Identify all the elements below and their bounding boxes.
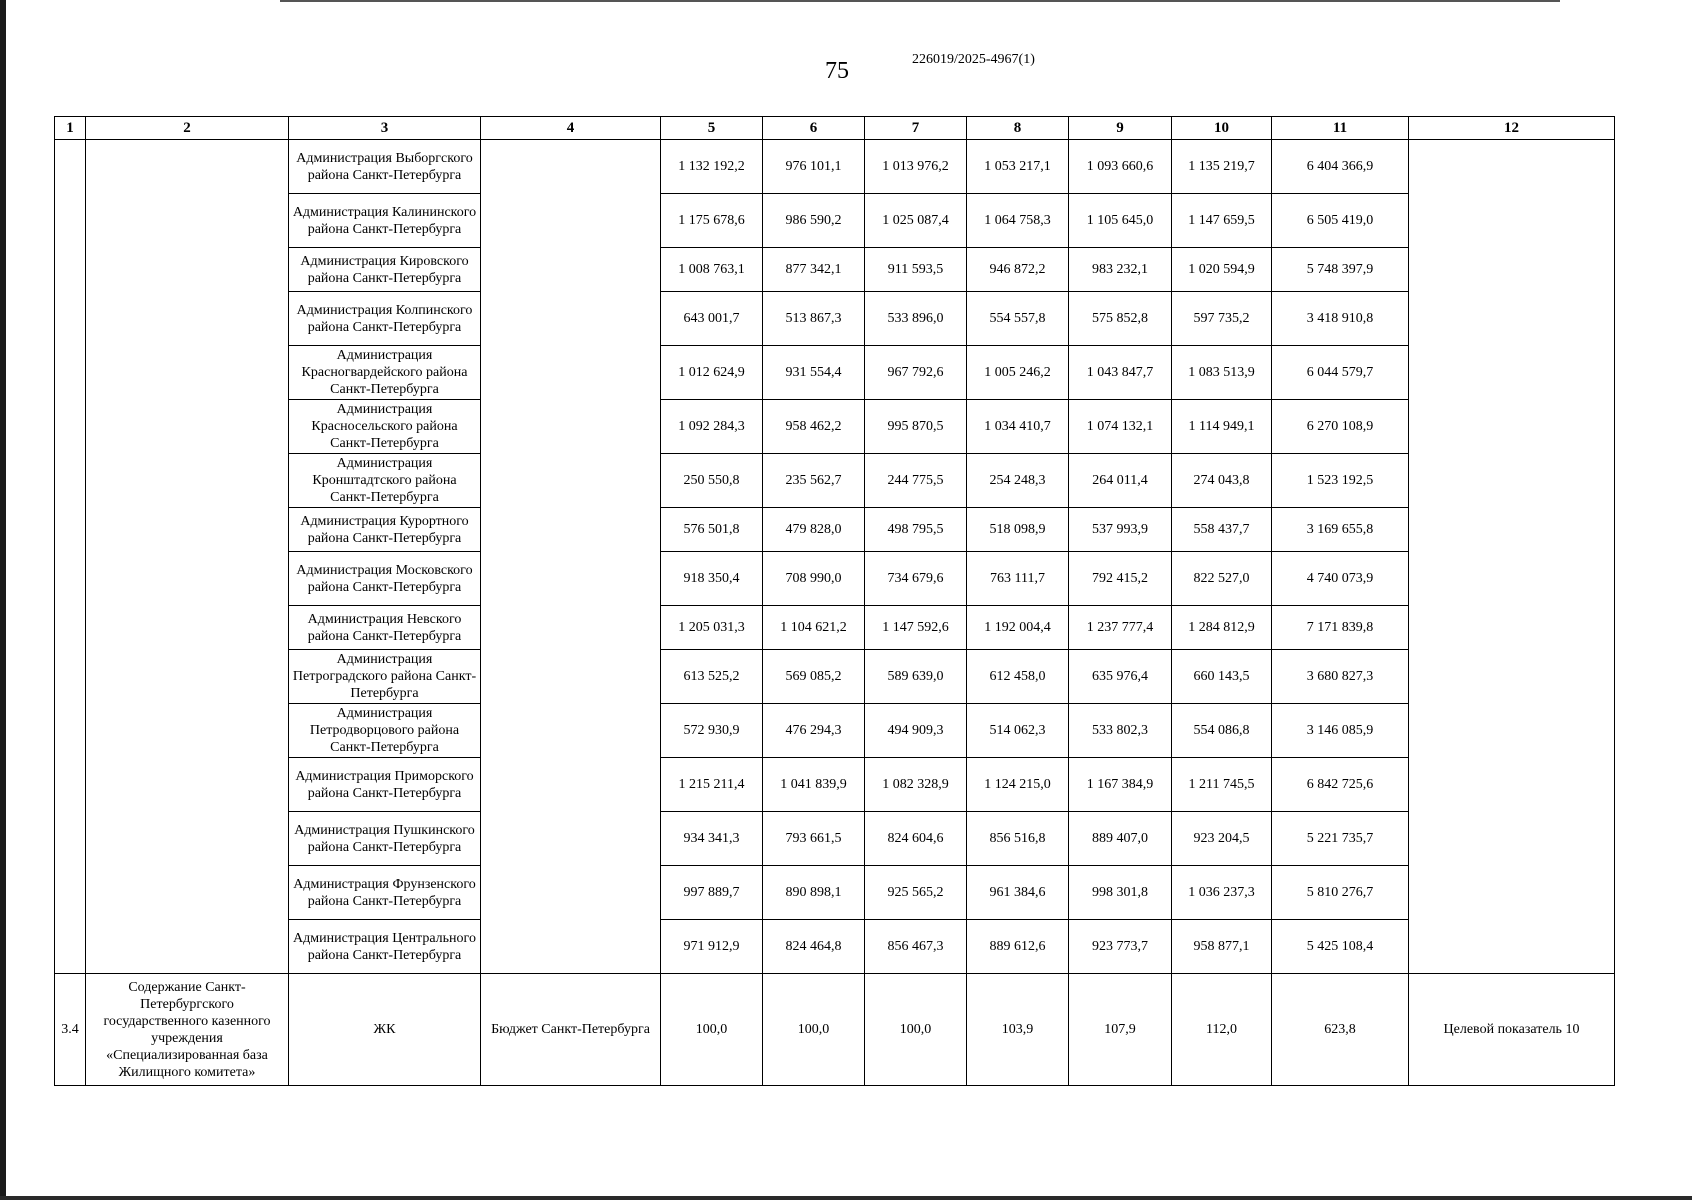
total-cell: 5 425 108,4 xyxy=(1272,920,1409,974)
total-cell: 3 146 085,9 xyxy=(1272,704,1409,758)
value-cell: 514 062,3 xyxy=(967,704,1069,758)
page-number: 75 xyxy=(825,58,849,84)
total-cell: 623,8 xyxy=(1272,974,1409,1086)
table-row xyxy=(55,248,1615,292)
scan-border-bottom xyxy=(0,1196,1692,1200)
table-row xyxy=(55,866,1615,920)
value-cell: 513 867,3 xyxy=(763,292,865,346)
value-cell: 612 458,0 xyxy=(967,650,1069,704)
executor-cell: Администрация Колпинского района Санкт-Петербурга xyxy=(289,292,481,346)
executor-cell: Администрация Невского района Санкт-Петербурга xyxy=(289,606,481,650)
total-cell: 5 221 735,7 xyxy=(1272,812,1409,866)
value-cell: 986 590,2 xyxy=(763,194,865,248)
value-cell: 103,9 xyxy=(967,974,1069,1086)
table-row xyxy=(55,606,1615,650)
executor-cell: Администрация Центрального района Санкт-Петербурга xyxy=(289,920,481,974)
executor-cell: Администрация Приморского района Санкт-Петербурга xyxy=(289,758,481,812)
table-row xyxy=(55,552,1615,606)
column-header: 8 xyxy=(967,117,1069,140)
executor-cell: Администрация Красногвардейского района Санкт-Петербурга xyxy=(289,346,481,400)
table-row xyxy=(55,650,1615,704)
table-header-row xyxy=(55,117,1615,140)
value-cell: 537 993,9 xyxy=(1069,508,1172,552)
value-cell: 1 237 777,4 xyxy=(1069,606,1172,650)
total-cell: 6 270 108,9 xyxy=(1272,400,1409,454)
executor-cell: Администрация Кронштадтского района Санкт-Петербурга xyxy=(289,454,481,508)
table-row xyxy=(55,758,1615,812)
value-cell: 1 175 678,6 xyxy=(661,194,763,248)
table-row xyxy=(55,920,1615,974)
value-cell: 997 889,7 xyxy=(661,866,763,920)
table-row xyxy=(55,704,1615,758)
value-cell: 958 877,1 xyxy=(1172,920,1272,974)
column-header: 5 xyxy=(661,117,763,140)
value-cell: 1 020 594,9 xyxy=(1172,248,1272,292)
value-cell: 1 093 660,6 xyxy=(1069,140,1172,194)
value-cell: 1 092 284,3 xyxy=(661,400,763,454)
value-cell: 824 464,8 xyxy=(763,920,865,974)
value-cell: 274 043,8 xyxy=(1172,454,1272,508)
executor-cell: Администрация Пушкинского района Санкт-Петербурга xyxy=(289,812,481,866)
row-index: 3.4 xyxy=(55,974,86,1086)
value-cell: 1 147 659,5 xyxy=(1172,194,1272,248)
value-cell: 1 036 237,3 xyxy=(1172,866,1272,920)
value-cell: 793 661,5 xyxy=(763,812,865,866)
total-cell: 6 842 725,6 xyxy=(1272,758,1409,812)
value-cell: 494 909,3 xyxy=(865,704,967,758)
target-indicator: Целевой показатель 10 xyxy=(1409,974,1615,1086)
table-row xyxy=(55,812,1615,866)
table-row xyxy=(55,140,1615,194)
value-cell: 1 211 745,5 xyxy=(1172,758,1272,812)
event-name: Содержание Санкт-Петербургского государственного казенного учреждения «Специализированная база Жилищного комитета» xyxy=(86,974,289,1086)
total-cell: 4 740 073,9 xyxy=(1272,552,1409,606)
table-body xyxy=(55,140,1615,1086)
value-cell: 558 437,7 xyxy=(1172,508,1272,552)
value-cell: 1 284 812,9 xyxy=(1172,606,1272,650)
funding-source: Бюджет Санкт-Петербурга xyxy=(481,974,661,1086)
value-cell: 1 124 215,0 xyxy=(967,758,1069,812)
total-cell: 3 169 655,8 xyxy=(1272,508,1409,552)
value-cell: 575 852,8 xyxy=(1069,292,1172,346)
table-row xyxy=(55,292,1615,346)
value-cell: 998 301,8 xyxy=(1069,866,1172,920)
value-cell: 961 384,6 xyxy=(967,866,1069,920)
value-cell: 1 135 219,7 xyxy=(1172,140,1272,194)
column-header: 9 xyxy=(1069,117,1172,140)
executor-cell: Администрация Петроградского района Санкт-Петербурга xyxy=(289,650,481,704)
column-header: 3 xyxy=(289,117,481,140)
value-cell: 734 679,6 xyxy=(865,552,967,606)
value-cell: 244 775,5 xyxy=(865,454,967,508)
value-cell: 1 064 758,3 xyxy=(967,194,1069,248)
value-cell: 889 407,0 xyxy=(1069,812,1172,866)
budget-table xyxy=(54,116,1615,1086)
value-cell: 976 101,1 xyxy=(763,140,865,194)
last-row xyxy=(55,974,1615,1086)
column-header: 12 xyxy=(1409,117,1615,140)
value-cell: 533 802,3 xyxy=(1069,704,1172,758)
value-cell: 889 612,6 xyxy=(967,920,1069,974)
total-cell: 5 810 276,7 xyxy=(1272,866,1409,920)
value-cell: 1 008 763,1 xyxy=(661,248,763,292)
value-cell: 1 043 847,7 xyxy=(1069,346,1172,400)
merged-event-cell xyxy=(86,140,289,974)
value-cell: 1 082 328,9 xyxy=(865,758,967,812)
value-cell: 576 501,8 xyxy=(661,508,763,552)
total-cell: 3 418 910,8 xyxy=(1272,292,1409,346)
value-cell: 877 342,1 xyxy=(763,248,865,292)
value-cell: 822 527,0 xyxy=(1172,552,1272,606)
value-cell: 498 795,5 xyxy=(865,508,967,552)
table-row xyxy=(55,454,1615,508)
value-cell: 1 132 192,2 xyxy=(661,140,763,194)
value-cell: 934 341,3 xyxy=(661,812,763,866)
total-cell: 1 523 192,5 xyxy=(1272,454,1409,508)
value-cell: 533 896,0 xyxy=(865,292,967,346)
value-cell: 100,0 xyxy=(661,974,763,1086)
value-cell: 983 232,1 xyxy=(1069,248,1172,292)
total-cell: 5 748 397,9 xyxy=(1272,248,1409,292)
value-cell: 569 085,2 xyxy=(763,650,865,704)
value-cell: 1 041 839,9 xyxy=(763,758,865,812)
executor-cell: Администрация Московского района Санкт-Петербурга xyxy=(289,552,481,606)
value-cell: 1 192 004,4 xyxy=(967,606,1069,650)
table-row xyxy=(55,400,1615,454)
value-cell: 923 204,5 xyxy=(1172,812,1272,866)
value-cell: 923 773,7 xyxy=(1069,920,1172,974)
value-cell: 971 912,9 xyxy=(661,920,763,974)
merged-source-cell xyxy=(481,140,661,974)
value-cell: 856 467,3 xyxy=(865,920,967,974)
value-cell: 1 005 246,2 xyxy=(967,346,1069,400)
value-cell: 1 105 645,0 xyxy=(1069,194,1172,248)
value-cell: 1 215 211,4 xyxy=(661,758,763,812)
value-cell: 967 792,6 xyxy=(865,346,967,400)
value-cell: 890 898,1 xyxy=(763,866,865,920)
value-cell: 660 143,5 xyxy=(1172,650,1272,704)
value-cell: 100,0 xyxy=(763,974,865,1086)
value-cell: 572 930,9 xyxy=(661,704,763,758)
value-cell: 918 350,4 xyxy=(661,552,763,606)
table-row xyxy=(55,194,1615,248)
value-cell: 1 114 949,1 xyxy=(1172,400,1272,454)
executor-cell: Администрация Фрунзенского района Санкт-Петербурга xyxy=(289,866,481,920)
table-row xyxy=(55,508,1615,552)
value-cell: 597 735,2 xyxy=(1172,292,1272,346)
value-cell: 931 554,4 xyxy=(763,346,865,400)
value-cell: 479 828,0 xyxy=(763,508,865,552)
value-cell: 518 098,9 xyxy=(967,508,1069,552)
value-cell: 824 604,6 xyxy=(865,812,967,866)
executor-cell: ЖК xyxy=(289,974,481,1086)
executor-cell: Администрация Выборгского района Санкт-Петербурга xyxy=(289,140,481,194)
value-cell: 264 011,4 xyxy=(1069,454,1172,508)
value-cell: 1 053 217,1 xyxy=(967,140,1069,194)
value-cell: 476 294,3 xyxy=(763,704,865,758)
merged-indicator-cell xyxy=(1409,140,1615,974)
value-cell: 1 147 592,6 xyxy=(865,606,967,650)
executor-cell: Администрация Калининского района Санкт-Петербурга xyxy=(289,194,481,248)
value-cell: 958 462,2 xyxy=(763,400,865,454)
column-header: 7 xyxy=(865,117,967,140)
value-cell: 1 083 513,9 xyxy=(1172,346,1272,400)
value-cell: 925 565,2 xyxy=(865,866,967,920)
value-cell: 856 516,8 xyxy=(967,812,1069,866)
total-cell: 6 404 366,9 xyxy=(1272,140,1409,194)
value-cell: 995 870,5 xyxy=(865,400,967,454)
value-cell: 100,0 xyxy=(865,974,967,1086)
total-cell: 6 044 579,7 xyxy=(1272,346,1409,400)
value-cell: 643 001,7 xyxy=(661,292,763,346)
value-cell: 554 086,8 xyxy=(1172,704,1272,758)
value-cell: 763 111,7 xyxy=(967,552,1069,606)
executor-cell: Администрация Кировского района Санкт-Петербурга xyxy=(289,248,481,292)
total-cell: 6 505 419,0 xyxy=(1272,194,1409,248)
value-cell: 235 562,7 xyxy=(763,454,865,508)
value-cell: 1 034 410,7 xyxy=(967,400,1069,454)
value-cell: 1 012 624,9 xyxy=(661,346,763,400)
table-row xyxy=(55,346,1615,400)
value-cell: 911 593,5 xyxy=(865,248,967,292)
executor-cell: Администрация Курортного района Санкт-Петербурга xyxy=(289,508,481,552)
column-header: 4 xyxy=(481,117,661,140)
column-header: 6 xyxy=(763,117,865,140)
value-cell: 946 872,2 xyxy=(967,248,1069,292)
scan-border-left xyxy=(0,0,6,1200)
executor-cell: Администрация Красносельского района Санкт-Петербурга xyxy=(289,400,481,454)
value-cell: 1 074 132,1 xyxy=(1069,400,1172,454)
merged-index-cell xyxy=(55,140,86,974)
value-cell: 1 013 976,2 xyxy=(865,140,967,194)
value-cell: 112,0 xyxy=(1172,974,1272,1086)
value-cell: 708 990,0 xyxy=(763,552,865,606)
column-header: 2 xyxy=(86,117,289,140)
column-header: 11 xyxy=(1272,117,1409,140)
value-cell: 613 525,2 xyxy=(661,650,763,704)
column-header: 1 xyxy=(55,117,86,140)
column-header: 10 xyxy=(1172,117,1272,140)
value-cell: 1 104 621,2 xyxy=(763,606,865,650)
total-cell: 3 680 827,3 xyxy=(1272,650,1409,704)
executor-cell: Администрация Петродворцового района Санкт-Петербурга xyxy=(289,704,481,758)
value-cell: 1 167 384,9 xyxy=(1069,758,1172,812)
value-cell: 250 550,8 xyxy=(661,454,763,508)
value-cell: 554 557,8 xyxy=(967,292,1069,346)
value-cell: 589 639,0 xyxy=(865,650,967,704)
value-cell: 1 205 031,3 xyxy=(661,606,763,650)
value-cell: 635 976,4 xyxy=(1069,650,1172,704)
value-cell: 792 415,2 xyxy=(1069,552,1172,606)
value-cell: 107,9 xyxy=(1069,974,1172,1086)
document-registration-number: 226019/2025-4967(1) xyxy=(912,52,1035,67)
scan-border-top xyxy=(280,0,1560,2)
total-cell: 7 171 839,8 xyxy=(1272,606,1409,650)
value-cell: 254 248,3 xyxy=(967,454,1069,508)
value-cell: 1 025 087,4 xyxy=(865,194,967,248)
